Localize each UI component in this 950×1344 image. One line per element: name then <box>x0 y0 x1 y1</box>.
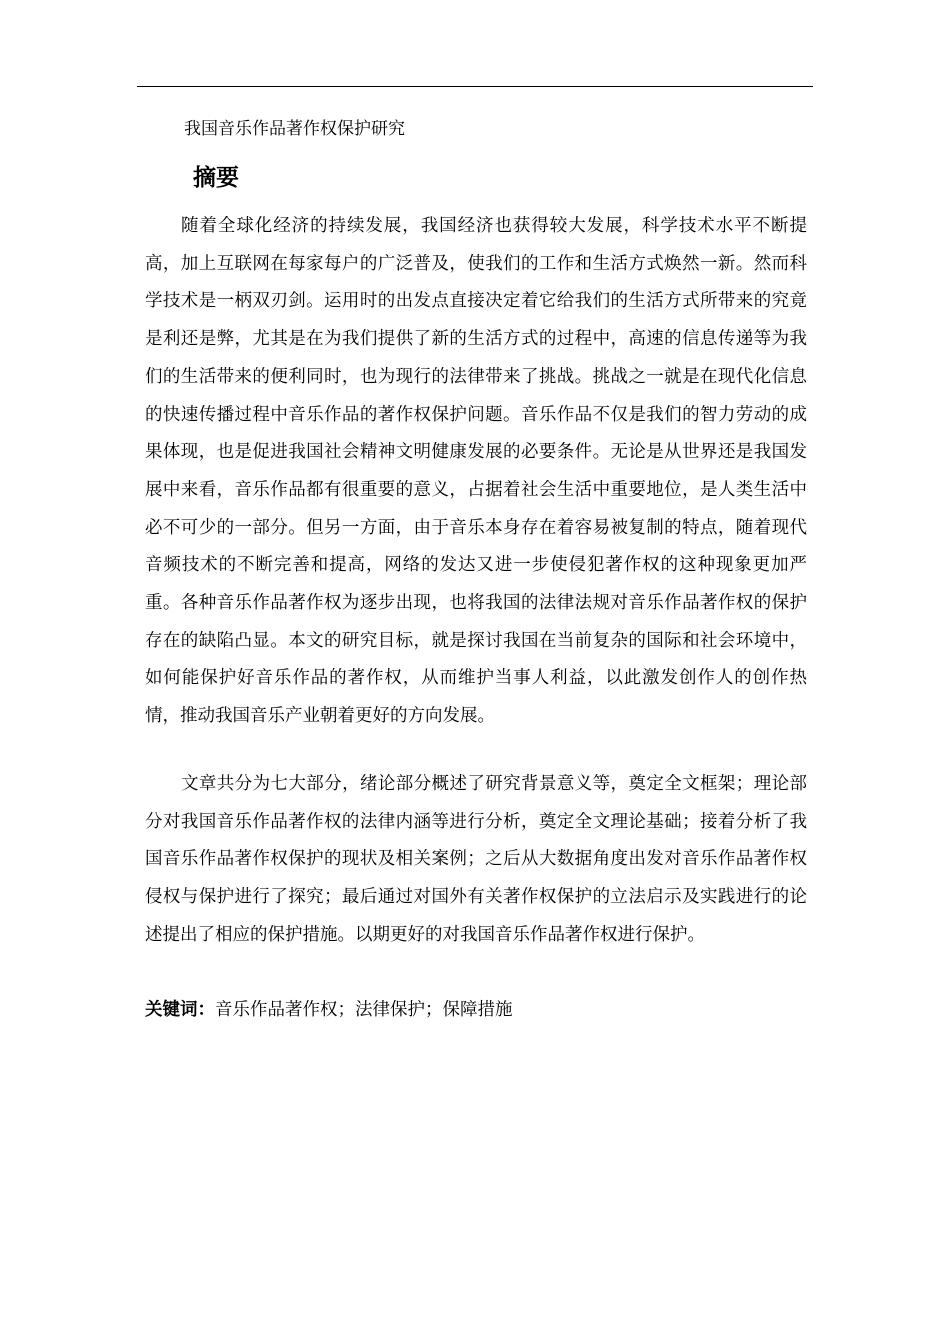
keywords-line <box>145 994 807 1026</box>
running-title: 我国音乐作品著作权保护研究 <box>184 119 405 139</box>
keywords-label: 关键词： <box>145 1000 215 1020</box>
header-rule <box>137 86 813 87</box>
abstract-paragraph-2: 文章共分为七大部分，绪论部分概述了研究背景意义等，奠定全文框架；理论部分对我国音乐作品著作权的法律内涵等进行分析，奠定全文理论基础；接着分析了我国音乐作品著作权保护的现状及相关案例；之后从大数据角度出发对音乐作品著作权侵权与保护进行了探究；最后通过对国外有关著作权保护的立法启示及实践进行的论述提出了相应的保护措施。以期更好的对我国音乐作品著作权进行保护。 <box>145 774 807 945</box>
keywords-text: 音乐作品著作权；法律保护；保障措施 <box>215 1000 513 1020</box>
abstract-heading: 摘要 <box>193 165 239 191</box>
abstract-paragraph-1: 随着全球化经济的持续发展，我国经济也获得较大发展，科学技术水平不断提高，加上互联网在每家每户的广泛普及，使我们的工作和生活方式焕然一新。然而科学技术是一柄双刃剑。运用时的出发点直接决定着它给我们的生活方式所带来的究竟是利还是弊，尤其是在为我们提供了新的生活方式的过程中，高速的信息传递等为我们的生活带来的便利同时，也为现行的法律带来了挑战。挑战之一就是在现代化信息的快速传播过程中音乐作品的著作权保护问题。音乐作品不仅是我们的智力劳动的成果体现，也是促进我国社会精神文明健康发展的必要条件。无论是从世界还是我国发展中来看，音乐作品都有很重要的意义，占据着社会生活中重要地位，是人类生活中必不可少的一部分。但另一方面，由于音乐本身存在着容易被复制的特点，随着现代音频技术的不断完善和提高，网络的发达又进一步使侵犯著作权的这种现象更加严重。各种音乐作品著作权为逐步出现，也将我国的法律法规对音乐作品著作权的保护存在的缺陷凸显。本文的研究目标，就是探讨我国在当前复杂的国际和社会环境中，如何能保护好音乐作品的著作权，从而维护当事人利益，以此激发创作人的创作热情，推动我国音乐产业朝着更好的方向发展。 <box>145 216 807 727</box>
